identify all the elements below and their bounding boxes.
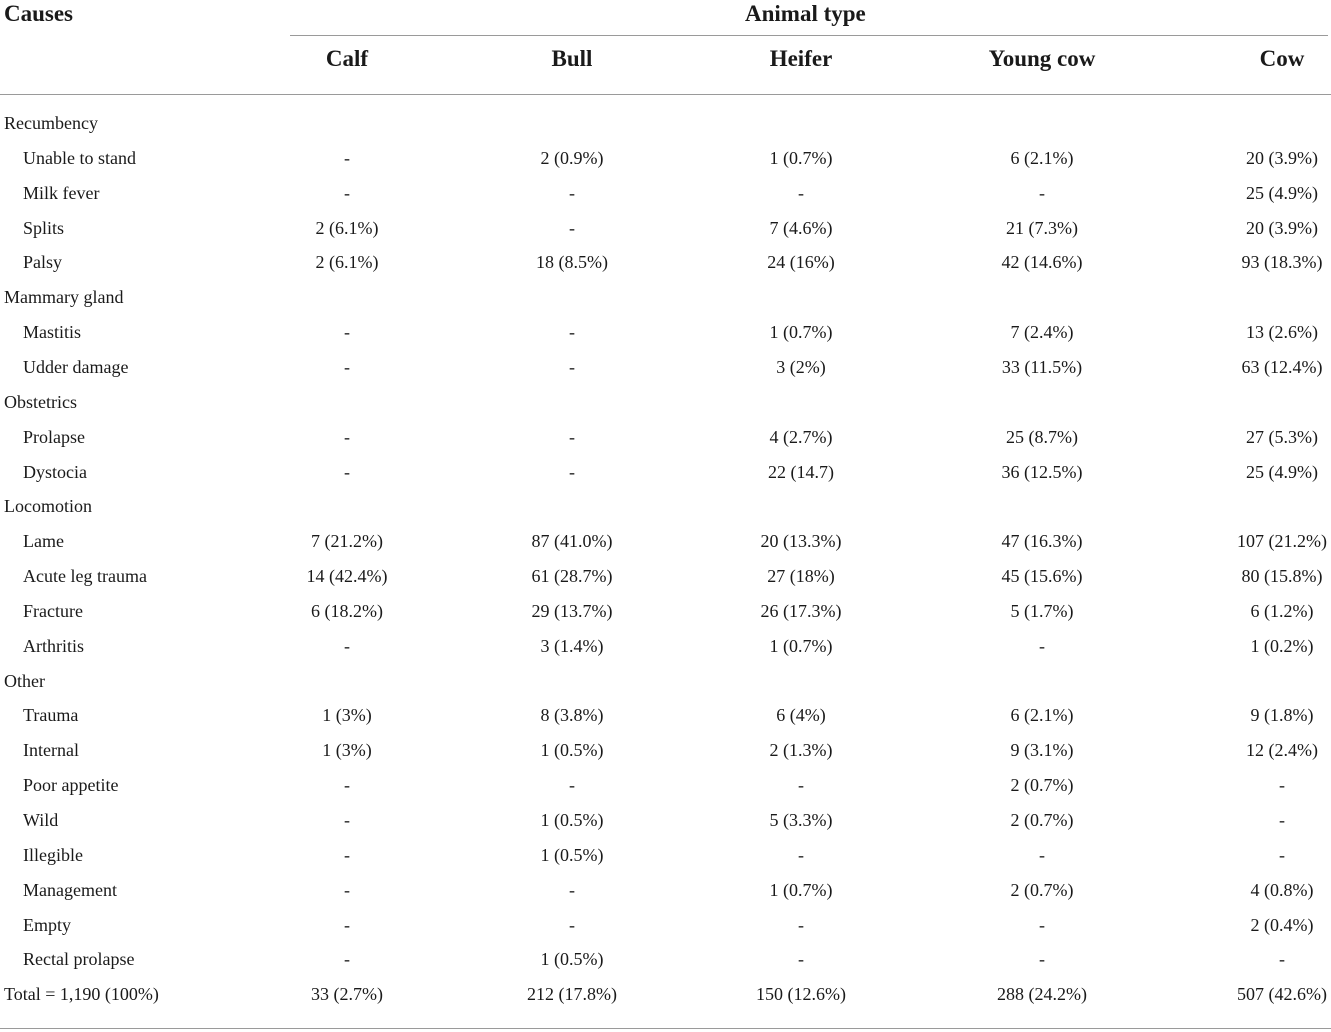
row-label: Lame bbox=[23, 531, 64, 552]
row-label: Management bbox=[23, 879, 117, 900]
table-cell: 8 (3.8%) bbox=[540, 705, 604, 726]
row-label: Rectal prolapse bbox=[23, 949, 135, 970]
table-row bbox=[0, 141, 1331, 176]
group-label: Other bbox=[4, 670, 45, 691]
row-label: Prolapse bbox=[23, 426, 85, 447]
table-cell: 6 (2.1%) bbox=[1010, 147, 1074, 168]
column-header-heifer: Heifer bbox=[769, 46, 833, 71]
table-cell: 288 (24.2%) bbox=[997, 984, 1087, 1005]
table-row bbox=[0, 245, 1331, 280]
table-row bbox=[0, 315, 1331, 350]
table-cell: 3 (1.4%) bbox=[540, 635, 604, 656]
table-cell: 33 (2.7%) bbox=[311, 984, 383, 1005]
row-label: Dystocia bbox=[23, 461, 87, 482]
table-cell: - bbox=[569, 461, 575, 482]
table-row bbox=[0, 350, 1331, 385]
total-row bbox=[0, 977, 1331, 1012]
table-row bbox=[0, 838, 1331, 873]
table-cell: - bbox=[344, 879, 350, 900]
table-cell: 29 (13.7%) bbox=[531, 600, 613, 621]
table-cell: 7 (21.2%) bbox=[311, 531, 383, 552]
row-label: Milk fever bbox=[23, 182, 100, 203]
table-cell: - bbox=[344, 356, 350, 377]
table-cell: 2 (0.7%) bbox=[1010, 879, 1074, 900]
table-cell: 7 (4.6%) bbox=[769, 217, 833, 238]
table-cell: 27 (5.3%) bbox=[1246, 426, 1318, 447]
group-label: Locomotion bbox=[4, 496, 92, 517]
table-cell: 14 (42.4%) bbox=[306, 566, 388, 587]
table-cell: - bbox=[344, 914, 350, 935]
table-cell: 3 (2%) bbox=[776, 356, 826, 377]
table-cell: - bbox=[569, 879, 575, 900]
table-cell: - bbox=[1279, 949, 1285, 970]
row-label: Wild bbox=[23, 810, 59, 830]
table-cell: 507 (42.6%) bbox=[1237, 984, 1327, 1005]
table-cell: - bbox=[344, 775, 350, 796]
row-label: Poor appetite bbox=[23, 775, 119, 796]
table-cell: - bbox=[569, 914, 575, 935]
table-cell: - bbox=[1279, 775, 1285, 796]
table-cell: - bbox=[344, 426, 350, 447]
table-cell: 6 (1.2%) bbox=[1250, 600, 1314, 621]
table-cell: 5 (3.3%) bbox=[769, 810, 833, 830]
row-label: Fracture bbox=[23, 600, 83, 621]
table-cell: - bbox=[344, 461, 350, 482]
table-cell: 26 (17.3%) bbox=[760, 600, 842, 621]
table-cell: 7 (2.4%) bbox=[1010, 322, 1074, 343]
table-cell: - bbox=[344, 635, 350, 656]
table-cell: - bbox=[344, 322, 350, 343]
table-cell: - bbox=[344, 810, 350, 830]
table-cell: 1 (3%) bbox=[322, 740, 372, 761]
table-cell: 18 (8.5%) bbox=[536, 252, 608, 273]
table-cell: 22 (14.7) bbox=[768, 461, 834, 482]
bottom-rule bbox=[0, 1028, 1331, 1029]
row-label: Unable to stand bbox=[23, 147, 136, 168]
table-row bbox=[0, 455, 1331, 490]
table-cell: - bbox=[798, 182, 804, 203]
table-cell: - bbox=[344, 182, 350, 203]
table-cell: - bbox=[569, 322, 575, 343]
table-cell: 5 (1.7%) bbox=[1010, 600, 1074, 621]
table-row bbox=[0, 908, 1331, 943]
table-cell: 80 (15.8%) bbox=[1241, 566, 1323, 587]
table-cell: 93 (18.3%) bbox=[1241, 252, 1323, 273]
table-cell: 4 (2.7%) bbox=[769, 426, 833, 447]
table-cell: 2 (1.3%) bbox=[769, 740, 833, 761]
table-cell: 6 (2.1%) bbox=[1010, 705, 1074, 726]
row-label: Mastitis bbox=[23, 322, 82, 343]
column-header-young-cow: Young cow bbox=[988, 46, 1096, 71]
table-row bbox=[0, 629, 1331, 664]
table-cell: 61 (28.7%) bbox=[531, 566, 613, 587]
row-label: Empty bbox=[23, 914, 71, 935]
table-cell: 25 (4.9%) bbox=[1246, 461, 1318, 482]
table-cell: 45 (15.6%) bbox=[1001, 566, 1083, 587]
table-row bbox=[0, 176, 1331, 211]
table-cell: - bbox=[798, 914, 804, 935]
column-header-bull: Bull bbox=[551, 46, 593, 71]
animal-type-header: Animal type bbox=[745, 1, 866, 26]
group-row bbox=[0, 489, 1331, 524]
table-cell: 36 (12.5%) bbox=[1001, 461, 1083, 482]
table-cell: 4 (0.8%) bbox=[1250, 879, 1314, 900]
table-cell: 2 (0.9%) bbox=[540, 147, 604, 168]
group-row bbox=[0, 385, 1331, 420]
table-cell: 1 (0.7%) bbox=[769, 879, 833, 900]
table-row bbox=[0, 211, 1331, 246]
table-cell: 2 (6.1%) bbox=[315, 217, 379, 238]
table-cell: 9 (1.8%) bbox=[1250, 705, 1314, 726]
table-row bbox=[0, 524, 1331, 559]
table-cell: 25 (8.7%) bbox=[1006, 426, 1078, 447]
table-cell: - bbox=[1039, 914, 1045, 935]
table-row bbox=[0, 942, 1331, 977]
table-cell: 13 (2.6%) bbox=[1246, 322, 1318, 343]
table-cell: 6 (18.2%) bbox=[311, 600, 383, 621]
table-cell: - bbox=[569, 775, 575, 796]
column-header-calf: Calf bbox=[325, 46, 369, 71]
row-label: Udder damage bbox=[23, 356, 129, 377]
table-cell: - bbox=[1039, 844, 1045, 865]
table-cell: 150 (12.6%) bbox=[756, 984, 846, 1005]
table-cell: 2 (0.7%) bbox=[1010, 810, 1074, 830]
table-cell: 1 (0.7%) bbox=[769, 147, 833, 168]
group-row bbox=[0, 280, 1331, 315]
row-label: Splits bbox=[23, 217, 65, 238]
table-row bbox=[0, 559, 1331, 594]
table-row bbox=[0, 803, 1331, 838]
table-cell: 87 (41.0%) bbox=[531, 531, 613, 552]
row-label: Acute leg trauma bbox=[23, 566, 147, 587]
table-cell: - bbox=[798, 775, 804, 796]
table-cell: 2 (6.1%) bbox=[315, 252, 379, 273]
table-cell: 6 (4%) bbox=[776, 705, 826, 726]
table-row bbox=[0, 733, 1331, 768]
table-cell: - bbox=[1279, 810, 1285, 830]
table-row bbox=[0, 873, 1331, 908]
table-row bbox=[0, 768, 1331, 803]
group-label: Recumbency bbox=[4, 113, 98, 133]
table-cell: - bbox=[569, 426, 575, 447]
table-cell: - bbox=[344, 844, 350, 865]
table-cell: 2 (0.4%) bbox=[1250, 914, 1314, 935]
group-row bbox=[0, 664, 1331, 699]
table-cell: 47 (16.3%) bbox=[1001, 531, 1083, 552]
row-label: Trauma bbox=[23, 705, 79, 726]
table-cell: - bbox=[569, 217, 575, 238]
table-cell: - bbox=[1279, 844, 1285, 865]
table-cell: 9 (3.1%) bbox=[1010, 740, 1074, 761]
row-label: Illegible bbox=[23, 844, 83, 865]
group-label: Mammary gland bbox=[4, 287, 124, 308]
table-row bbox=[0, 420, 1331, 455]
row-label: Arthritis bbox=[23, 635, 84, 656]
table-cell: 1 (0.5%) bbox=[540, 949, 604, 970]
table-cell: 212 (17.8%) bbox=[527, 984, 617, 1005]
group-row bbox=[0, 106, 1331, 141]
table-cell: 20 (3.9%) bbox=[1246, 147, 1318, 168]
table-cell: 33 (11.5%) bbox=[1001, 356, 1083, 377]
table-cell: 27 (18%) bbox=[767, 566, 835, 587]
row-label: Palsy bbox=[23, 252, 63, 273]
table-cell: - bbox=[344, 147, 350, 168]
table-cell: 20 (3.9%) bbox=[1246, 217, 1318, 238]
table-cell: 1 (0.5%) bbox=[540, 810, 604, 830]
table-cell: - bbox=[569, 356, 575, 377]
table-cell: 1 (0.5%) bbox=[540, 740, 604, 761]
table-cell: 24 (16%) bbox=[767, 252, 835, 273]
table-row bbox=[0, 594, 1331, 629]
animal-type-rule bbox=[290, 35, 1328, 36]
table-cell: - bbox=[1039, 182, 1045, 203]
table-cell: - bbox=[1039, 949, 1045, 970]
table-cell: 21 (7.3%) bbox=[1006, 217, 1078, 238]
table-cell: 1 (0.5%) bbox=[540, 844, 604, 865]
table-cell: 1 (3%) bbox=[322, 705, 372, 726]
table-cell: 42 (14.6%) bbox=[1001, 252, 1083, 273]
table-cell: 20 (13.3%) bbox=[760, 531, 842, 552]
table-cell: 25 (4.9%) bbox=[1246, 182, 1318, 203]
table-cell: - bbox=[344, 949, 350, 970]
row-label: Internal bbox=[23, 740, 79, 761]
row-label: Total = 1,190 (100%) bbox=[4, 984, 159, 1005]
table-cell: 1 (0.2%) bbox=[1250, 635, 1314, 656]
table-cell: 2 (0.7%) bbox=[1010, 775, 1074, 796]
table-cell: 12 (2.4%) bbox=[1246, 740, 1318, 761]
table-cell: - bbox=[798, 844, 804, 865]
table-cell: - bbox=[798, 949, 804, 970]
table-cell: 63 (12.4%) bbox=[1241, 356, 1323, 377]
group-label: Obstetrics bbox=[4, 391, 77, 412]
header-rule bbox=[0, 94, 1331, 95]
table-cell: 107 (21.2%) bbox=[1237, 531, 1327, 552]
causes-header: Causes bbox=[4, 1, 74, 26]
table-row bbox=[0, 698, 1331, 733]
table-cell: 1 (0.7%) bbox=[769, 635, 833, 656]
table-cell: - bbox=[569, 182, 575, 203]
table-cell: - bbox=[1039, 635, 1045, 656]
column-header-cow: Cow bbox=[1259, 46, 1305, 71]
table-cell: 1 (0.7%) bbox=[769, 322, 833, 343]
